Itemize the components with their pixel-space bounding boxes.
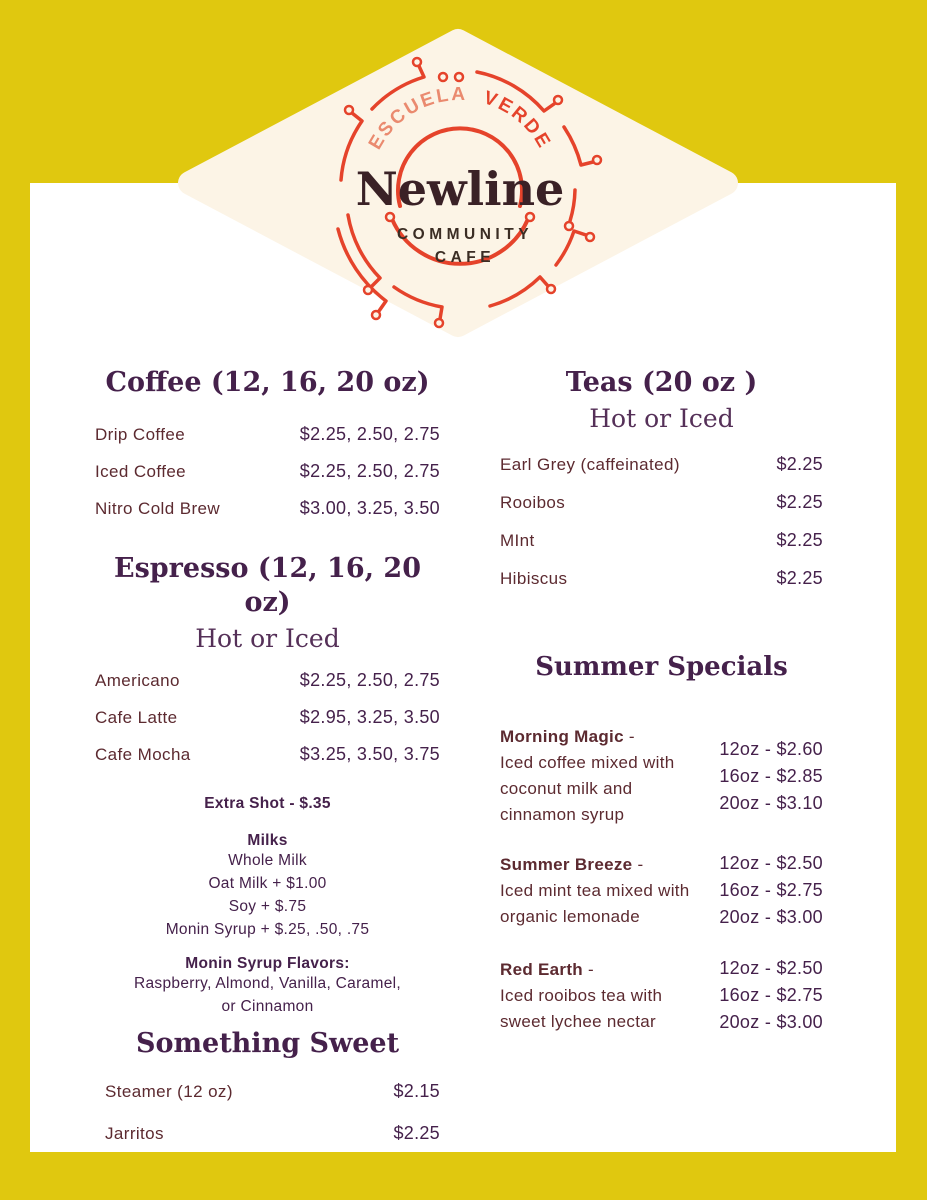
item-name: MInt xyxy=(500,531,535,550)
teas-subtitle: Hot or Iced xyxy=(589,404,734,433)
right-column xyxy=(500,366,823,1036)
arc-word-verde: VERDE xyxy=(480,87,556,154)
special-description xyxy=(500,957,700,1035)
special-separator: - xyxy=(588,959,594,979)
item-price: $3.25, 3.50, 3.75 xyxy=(299,744,440,764)
menu-item-row xyxy=(95,707,440,729)
milk-option: Soy + $.75 xyxy=(228,898,307,915)
special-item xyxy=(500,724,823,828)
item-price: $2.25 xyxy=(776,492,823,512)
special-desc-text: Iced mint tea mixed with organic lemonade xyxy=(500,880,690,926)
specials-section-title: Summer Specials xyxy=(535,652,788,682)
coffee-items xyxy=(95,424,440,520)
syrup-flavors-title: Monin Syrup Flavors: xyxy=(185,955,350,972)
item-name: Rooibos xyxy=(500,493,566,512)
item-name: Hibiscus xyxy=(500,569,568,588)
menu-item-row xyxy=(95,424,440,446)
item-name: Drip Coffee xyxy=(95,425,186,444)
item-price: $2.25, 2.50, 2.75 xyxy=(299,424,440,444)
menu-item-row xyxy=(500,568,823,590)
special-name: Red Earth xyxy=(500,959,583,979)
milk-option: Monin Syrup + $.25, .50, .75 xyxy=(165,921,370,938)
special-item xyxy=(500,850,823,931)
item-price: $2.25, 2.50, 2.75 xyxy=(299,670,440,690)
special-description xyxy=(500,724,700,828)
special-prices xyxy=(705,955,823,1036)
espresso-items xyxy=(95,670,440,766)
special-price: 16oz - $2.85 xyxy=(719,765,823,786)
item-price: $2.25 xyxy=(393,1123,440,1143)
arc-word-escuela: ESCUELA xyxy=(364,83,468,154)
extras-block xyxy=(95,792,440,1018)
logo-subtitle-cafe: CAFE xyxy=(434,249,496,266)
special-price: 20oz - $3.10 xyxy=(719,792,823,813)
menu-item-row xyxy=(95,1081,440,1103)
teas-section-title: Teas (20 oz ) xyxy=(565,367,758,398)
espresso-subtitle: Hot or Iced xyxy=(195,624,340,653)
special-separator: - xyxy=(637,854,644,874)
item-price: $2.25 xyxy=(776,530,823,550)
special-price: 12oz - $2.50 xyxy=(719,958,823,978)
syrup-flavors-line: Raspberry, Almond, Vanilla, Caramel, xyxy=(134,975,401,992)
special-price: 12oz - $2.60 xyxy=(719,738,823,759)
item-name: Americano xyxy=(95,671,180,690)
special-price: 20oz - $3.00 xyxy=(719,907,823,927)
menu-item-row xyxy=(95,670,440,692)
item-name: Cafe Latte xyxy=(95,708,178,727)
special-desc-text: Iced rooibos tea with sweet lychee nectar xyxy=(500,985,663,1031)
item-name: Steamer (12 oz) xyxy=(105,1082,233,1101)
special-price: 20oz - $3.00 xyxy=(719,1012,823,1032)
special-name: Morning Magic xyxy=(500,727,624,746)
special-price: 16oz - $2.75 xyxy=(719,880,823,900)
item-name: Nitro Cold Brew xyxy=(95,499,221,518)
special-price: 16oz - $2.75 xyxy=(719,985,823,1005)
menu-item-row xyxy=(500,492,823,514)
item-price: $2.25 xyxy=(776,454,823,474)
sweet-section-title: Something Sweet xyxy=(135,1028,400,1059)
item-price: $3.00, 3.25, 3.50 xyxy=(299,498,440,518)
milk-option: Whole Milk xyxy=(228,852,307,869)
special-name: Summer Breeze xyxy=(500,854,633,874)
menu-item-row xyxy=(500,530,823,552)
item-name: Iced Coffee xyxy=(95,462,187,481)
menu-item-row xyxy=(500,454,823,476)
logo-wordmark: Newline xyxy=(355,162,565,216)
syrup-flavors-line: or Cinnamon xyxy=(221,998,314,1015)
cafe-logo xyxy=(172,25,748,343)
logo-subtitle-community: COMMUNITY xyxy=(396,226,534,243)
milks-title: Milks xyxy=(247,832,288,849)
special-price: 12oz - $2.50 xyxy=(719,853,823,873)
special-description xyxy=(500,852,700,930)
extra-shot-note: Extra Shot - $.35 xyxy=(204,795,331,812)
menu-item-row xyxy=(95,461,440,483)
special-desc-text: Iced coffee mixed with coconut milk and cinnamon syrup xyxy=(500,753,675,824)
special-separator: - xyxy=(628,727,635,746)
special-prices xyxy=(705,850,823,931)
menu-item-row xyxy=(95,1123,440,1145)
espresso-section-title: Espresso (12, 16, 20 oz) xyxy=(114,553,421,618)
item-price: $2.25 xyxy=(776,568,823,588)
menu-item-row xyxy=(95,498,440,520)
item-price: $2.25, 2.50, 2.75 xyxy=(299,461,440,481)
item-price: $2.95, 3.25, 3.50 xyxy=(299,707,440,727)
item-name: Cafe Mocha xyxy=(95,745,191,764)
left-column xyxy=(95,366,440,1145)
teas-items xyxy=(500,454,823,590)
item-name: Earl Grey (caffeinated) xyxy=(500,455,680,474)
sweet-items xyxy=(95,1081,440,1145)
menu-item-row xyxy=(95,744,440,766)
item-price: $2.15 xyxy=(393,1081,440,1101)
coffee-section-title: Coffee (12, 16, 20 oz) xyxy=(105,367,430,398)
milk-option: Oat Milk + $1.00 xyxy=(208,875,327,892)
special-item xyxy=(500,955,823,1036)
special-prices xyxy=(705,736,823,817)
item-name: Jarritos xyxy=(105,1124,164,1143)
